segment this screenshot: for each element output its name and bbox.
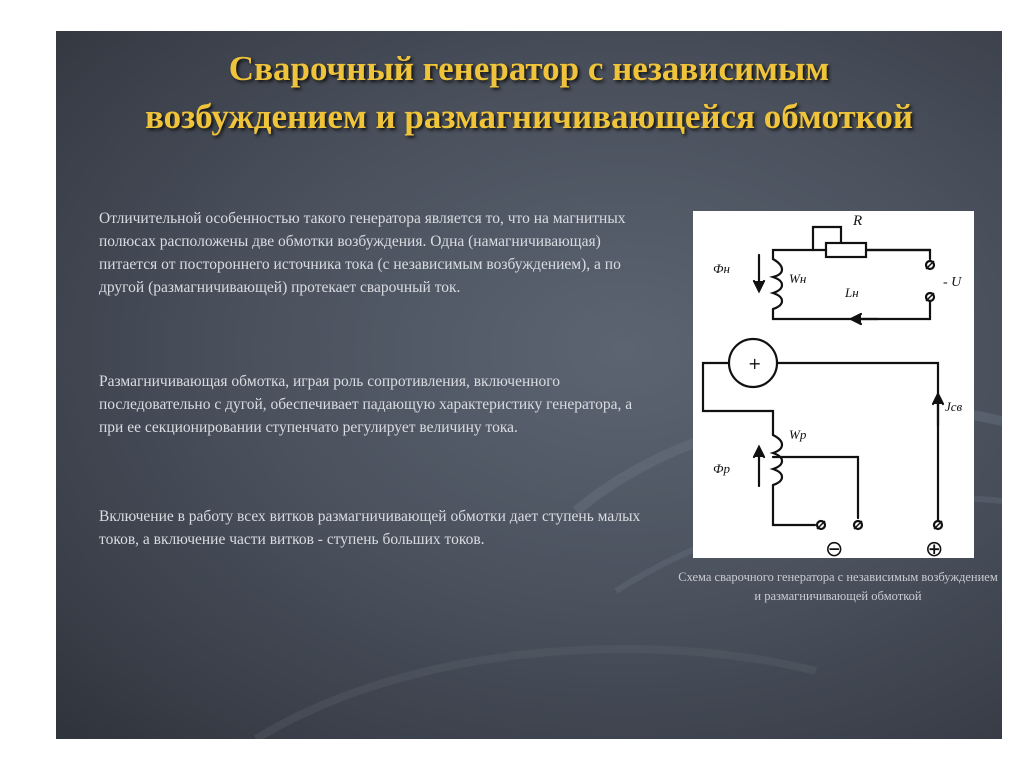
coil-bottom-wire [773,485,815,525]
paragraph-3: Включение в работу всех витков размагничивающей обмотки дает ступень малых токов, а включение части витков - ступень больших токов. [99,508,641,548]
lower-return-wire [773,301,930,319]
diagram-caption: Схема сварочного генератора с независимым возбуждением и размагничивающей обмоткой [678,570,998,603]
circuit-diagram [693,211,974,558]
label-l-n: Lн [845,285,859,300]
slide [56,31,1002,739]
label-r: R [853,213,863,229]
circuit-diagram-svg [693,211,974,558]
negative-terminal-icon: ⊖ [825,537,844,558]
coil-tap-wire [773,457,858,518]
label-phi-n: Фн [713,261,730,276]
label-w-n: Wн [789,271,807,286]
label-w-p: Wр [789,427,807,442]
label-minus-u: - U [943,275,962,290]
magnetizing-coil-winding [773,259,782,309]
positive-terminal-icon: ⊕ [925,537,944,558]
resistor-r [826,243,866,257]
label-phi-p: Фр [713,461,730,476]
slide-title: Сварочный генератор с независимым возбуждением и размагничивающейся обмоткой [144,49,914,136]
paragraph-1: Отличительной особенностью такого генератора является то, что на магнитных полюсах расположены две обмотки возбуждения. Одна (намагничивающая) питается от постороннего источника тока (с независимым возбуждением), а по другой (размагничивающей) протекает сварочный ток. [99,210,626,296]
label-generator-plus: + [748,354,762,373]
label-j-sv: Jсв [945,399,963,414]
paragraph-2: Размагничивающая обмотка, играя роль сопротивления, включенного последовательно с дугой, обеспечивает падающую характеристику генератора, а при ее секционировании ступенчато регулирует величину тока. [99,373,633,436]
demagnetizing-coil-winding [773,435,782,485]
